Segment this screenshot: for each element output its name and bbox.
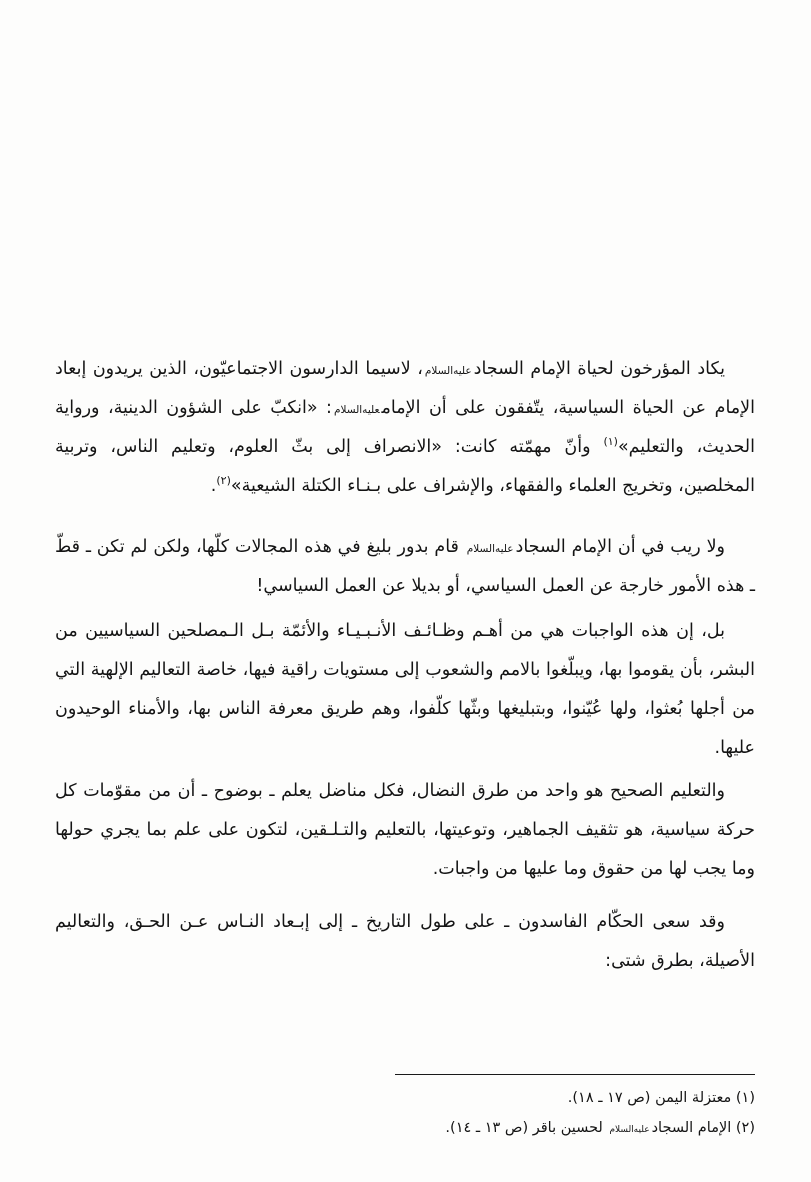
main-text (55, 350, 755, 981)
paragraph-1-text-c: : «انكبّ على الشؤون الدينية، ورواية الحديث، والتعليم» (55, 398, 755, 457)
paragraph-3: بل، إن هذه الواجبات هي من أهـم وظـائـف الأنـبـيـاء والأئمّة بـل الـمصلحين السياسيين من البشر، بأن يقوموا بها، ويبلّغوا بالامم والشعوب إلى مستويات راقية فيها، خاصة التعاليم الإلهية التي من أجلها بُعثوا، ولها عُيّنوا، وبتبليغها وبثّها كلّفوا، وهم طريق معرفة الناس بها، والأمناء الوحيدون عليها. (55, 621, 755, 758)
paragraph-2-text-a: ولا ريب في أن الإمام السجاد (515, 537, 726, 557)
paragraph-2-text-b: قام بدور بليغ في هذه المجالات كلّها، ولكن لم تكن ـ قطّ ـ هذه الأمور خارجة عن العمل السياسي، أو بديلا عن العمل السياسي! (55, 537, 755, 596)
honorific-mark: عليه‌السلام (333, 404, 380, 416)
honorific-mark: عليه‌السلام (466, 543, 514, 555)
paragraph-4: والتعليم الصحيح هو واحد من طرق النضال، فكل مناضل يعلم ـ بوضوح ـ أن من مقوّمات كل حركة سياسية، هو تثقيف الجماهير، وتوعيتها، بالتعليم والتـلـقين، لتكون على علم بما يجري حولها وما يجب لها من حقوق وما عليها من واجبات. (55, 781, 755, 879)
footnote-ref-1: (١) (603, 435, 618, 449)
footnote-separator-line (395, 1074, 755, 1075)
paragraph-1-text-e: . (210, 476, 217, 496)
paragraph-1-text-d: وأنّ مهمّته كانت: «الانصراف إلى بثّ العلوم، وتعليم الناس، وتربية المخلصين، وتخريج العلماء والفقهاء، والإشراف على بـنـاء الكتلة الشيعية» (55, 437, 755, 496)
paragraph-2 (55, 528, 755, 606)
footnote-2-text-b: لحسين باقر (ص ١٣ ـ ١٤). (445, 1120, 608, 1136)
paragraph-1 (55, 350, 755, 506)
paragraph-5: وقد سعى الحكّام الفاسدون ـ على طول التاريخ ـ إلى إبـعاد النـاس عـن الحـق، والتعاليم الأصيلة، بطرق شتى: (55, 912, 755, 971)
footnote-area (55, 1074, 755, 1143)
footnote-2-text-a: (٢) الإمام السجاد (651, 1120, 755, 1136)
footnote-ref-2: (٢) (216, 474, 231, 488)
paragraph-1-text-b: ، لاسيما الدارسون الاجتماعيّون، الذين يريدون إبعاد الإمام عن الحياة السياسية، يتّفقون على أن الإمام (55, 359, 755, 418)
footnote-2 (55, 1113, 755, 1143)
honorific-mark: عليه‌السلام (424, 365, 472, 377)
footnote-1: (١) معتزلة اليمن (ص ١٧ ـ ١٨). (567, 1090, 755, 1106)
honorific-mark: عليه‌السلام (609, 1125, 650, 1135)
paragraph-1-text-a: يكاد المؤرخون لحياة الإمام السجاد (473, 359, 725, 379)
